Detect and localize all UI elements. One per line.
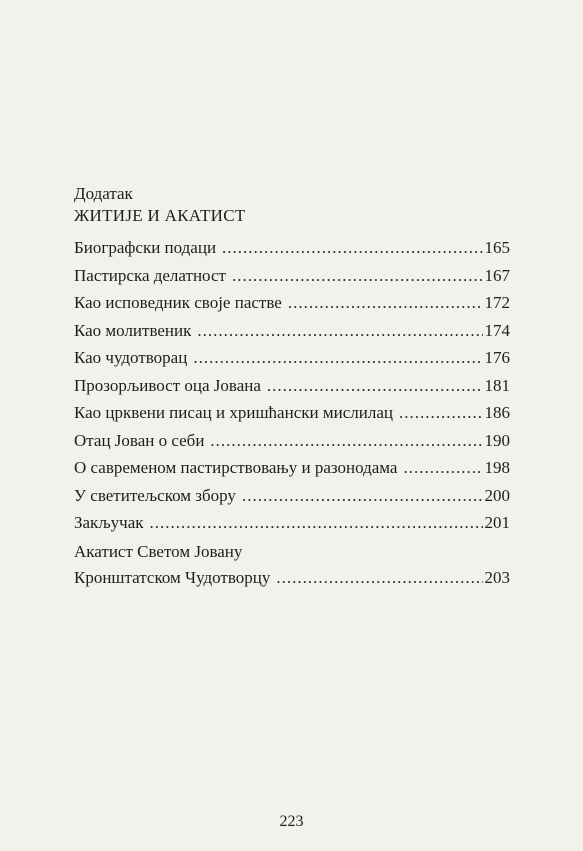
dot-leader [242, 482, 483, 510]
dot-leader [222, 234, 482, 262]
toc-entry-page: 174 [484, 320, 510, 340]
dot-leader [193, 344, 482, 372]
dot-leader [399, 399, 483, 427]
toc-entry [74, 509, 510, 537]
toc-entry-multiline-second [74, 564, 510, 592]
toc-entry-page: 198 [484, 458, 510, 477]
toc-entry-title: Као чудотворац [74, 348, 188, 367]
toc-entry-page: 165 [484, 238, 510, 257]
toc-entry [74, 427, 510, 455]
toc-entry-title: Закључак [74, 513, 144, 532]
page-number: 223 [279, 813, 304, 830]
toc-entry-page: 167 [484, 265, 510, 285]
toc-entry [74, 372, 510, 400]
toc-entry-title: Отац Јован о себи [74, 430, 205, 450]
toc-entry-title: О савременом пастирствовању и разонодама [74, 458, 398, 477]
toc-entry [74, 262, 510, 290]
dot-leader [403, 454, 482, 482]
toc-entry-title: Као црквени писац и хришћански мислилац [74, 403, 393, 422]
toc-entry [74, 317, 510, 345]
toc-entry-page: 190 [484, 430, 510, 450]
dot-leader [150, 509, 483, 537]
toc-entry [74, 399, 510, 427]
toc-entry-title: У светитељском збору [74, 485, 236, 505]
toc-entry-page: 186 [484, 403, 510, 422]
section-label: Додатак [74, 184, 133, 203]
toc-entry-title-line1: Акатист Светом Јовану [74, 541, 243, 561]
toc-entry-page: 172 [484, 293, 510, 312]
dot-leader [197, 317, 482, 345]
toc-entry [74, 482, 510, 510]
dot-leader [288, 289, 483, 317]
toc-entry-title: Као молитвеник [74, 320, 192, 340]
toc-entry-title-line2: Кронштатском Чудотворцу [74, 567, 271, 587]
toc-entry-page: 176 [484, 348, 510, 367]
toc-entry [74, 289, 510, 317]
dot-leader [210, 427, 482, 455]
toc-entry-page: 181 [484, 375, 510, 395]
toc-entry-title: Биографски подаци [74, 238, 217, 257]
dot-leader [276, 564, 482, 592]
toc-entry [74, 344, 510, 372]
toc-entry-title: Пастирска делатност [74, 265, 226, 285]
toc-entry-page: 203 [484, 567, 510, 587]
toc-entry [74, 234, 510, 262]
toc-entry-page: 201 [484, 513, 510, 532]
toc-entry [74, 454, 510, 482]
toc-entry-title: Прозорљивост оца Јована [74, 375, 261, 395]
dot-leader [232, 262, 483, 290]
section-title: ЖИТИЈЕ И АКАТИСТ [74, 206, 246, 225]
dot-leader [267, 372, 483, 400]
toc-entry-title: Као исповедник своје пастве [74, 293, 282, 312]
toc-entry-page: 200 [484, 485, 510, 505]
table-of-contents [74, 234, 510, 591]
toc-entry-multiline-first [74, 540, 510, 564]
